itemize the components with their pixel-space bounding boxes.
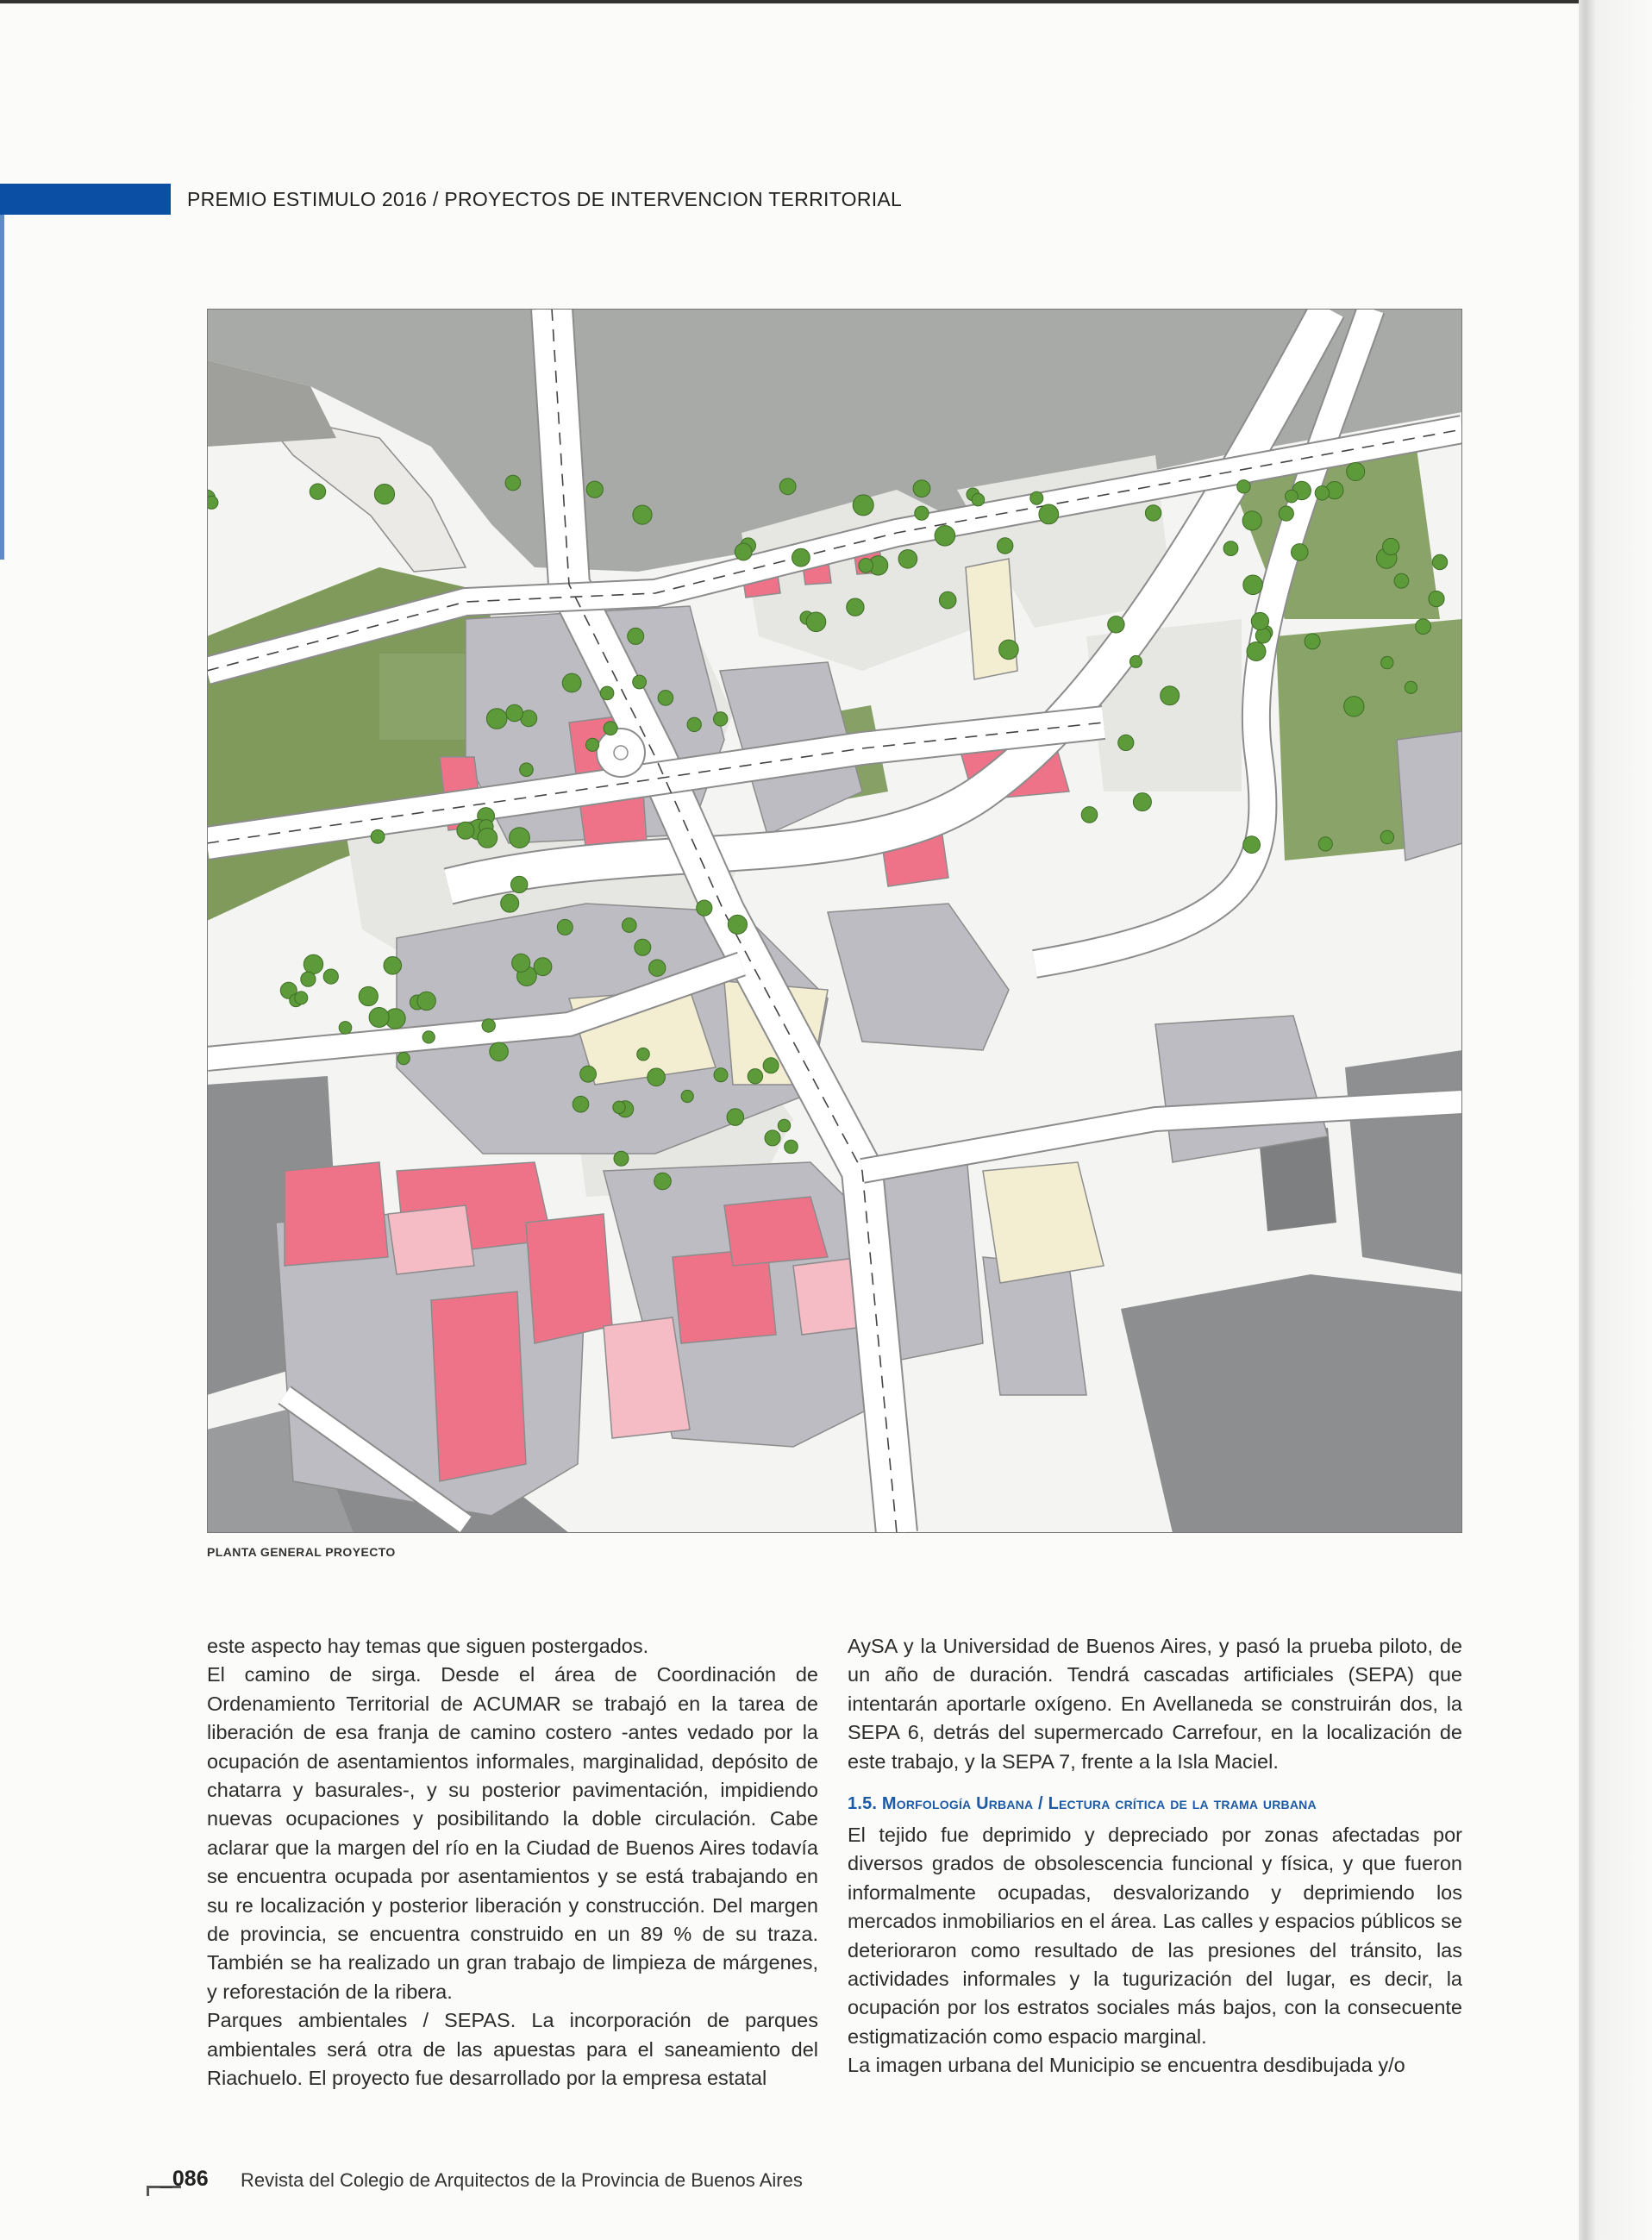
tree <box>1039 504 1059 524</box>
tree <box>1429 591 1444 607</box>
tree <box>714 1068 728 1082</box>
tree <box>562 673 581 692</box>
building-cream-4 <box>966 559 1017 679</box>
site-plan-drawing <box>207 309 1462 1533</box>
tree <box>681 1090 693 1102</box>
tree <box>1381 656 1393 668</box>
tree <box>915 506 929 520</box>
tree <box>1242 511 1261 530</box>
building-block-far-e <box>1397 731 1462 860</box>
tree <box>586 738 599 751</box>
tree <box>422 1031 435 1043</box>
tree <box>1243 575 1263 595</box>
tree <box>633 505 652 524</box>
tree <box>1247 642 1266 661</box>
tree <box>687 717 701 731</box>
paragraph: Parques ambientales / SEPAS. La incorporación de parques ambientales será otra de las apuestas para el saneamiento del Riachuelo. El proyecto fue desarrollado por la empresa estatal <box>207 2009 818 2090</box>
tree <box>557 919 573 935</box>
tree <box>600 686 614 700</box>
page-number: _086 <box>160 2167 209 2191</box>
tree <box>511 876 528 892</box>
tree <box>727 1109 744 1126</box>
tree <box>1243 836 1261 854</box>
page-gutter-shadow <box>1579 0 1652 2240</box>
building-proposed-7 <box>526 1214 612 1343</box>
tree <box>580 1066 597 1082</box>
figure-caption: PLANTA GENERAL PROYECTO <box>207 1545 396 1559</box>
tree <box>490 1042 509 1061</box>
tree <box>1380 830 1393 843</box>
running-header: PREMIO ESTIMULO 2016 / PROYECTOS DE INTERVENCION TERRITORIAL <box>187 188 903 210</box>
tree <box>573 1096 589 1112</box>
tree <box>1394 573 1409 588</box>
tree <box>633 675 647 689</box>
tree <box>913 480 930 497</box>
tree <box>1292 544 1309 561</box>
tree <box>714 712 728 726</box>
tree <box>1279 506 1293 521</box>
tree <box>648 1068 666 1086</box>
tree <box>1030 491 1043 504</box>
tree <box>1251 612 1268 629</box>
tree <box>310 484 325 499</box>
tree <box>369 1008 389 1028</box>
tree <box>482 1019 495 1032</box>
tree <box>785 1140 798 1154</box>
tree <box>1145 505 1161 521</box>
tree <box>397 1053 410 1065</box>
tree <box>1129 655 1142 667</box>
tree <box>505 475 521 491</box>
paragraph: El tejido fue deprimido y depreciado por zonas afectadas por diversos grados de obsolescencia funcional y física, y que fueron informalmente ocupadas, desvalorizando y deprimiendo los mercados inmobiliarios en el área. Las calles y espacios públicos se deterioraron como resultado de las presiones del tránsito, las actividades informales y la tugurización del lugar, es decir, la ocupación por los estratos sociales más bajos, con la consecuente estigmatización como espacio marginal. <box>848 1824 1462 2048</box>
tree <box>1318 837 1332 851</box>
tree <box>506 704 523 722</box>
tree <box>486 709 507 729</box>
tree <box>1081 807 1098 823</box>
text-column-left <box>207 1632 818 2093</box>
tree <box>628 628 644 644</box>
roundabout <box>597 729 645 777</box>
tree <box>1161 686 1180 705</box>
tree <box>1416 619 1431 635</box>
tree <box>303 954 322 973</box>
header-accent-bar <box>0 184 171 215</box>
paragraph: este aspecto hay temas que siguen postergados. <box>207 1635 649 1657</box>
aerial-photo-se <box>1121 1274 1462 1533</box>
tree <box>501 894 519 912</box>
tree <box>1118 735 1134 750</box>
tree <box>1108 616 1124 633</box>
tree <box>658 691 673 706</box>
tree <box>847 598 864 616</box>
tree <box>635 939 651 955</box>
tree <box>735 543 752 560</box>
tree <box>898 550 917 569</box>
tree <box>512 954 530 972</box>
tree <box>654 1173 672 1190</box>
tree <box>207 496 218 509</box>
aerial-photo-e <box>1345 1050 1462 1274</box>
tree <box>586 481 603 497</box>
tree <box>998 538 1013 554</box>
tree <box>1405 681 1417 693</box>
tree <box>520 763 534 777</box>
tree <box>1347 463 1365 481</box>
tree <box>1383 538 1399 554</box>
tree <box>1255 628 1271 643</box>
paragraph: La imagen urbana del Municipio se encuentra desdibujada y/o <box>848 2054 1405 2077</box>
tree <box>1133 793 1151 811</box>
tree <box>323 969 338 984</box>
tree <box>649 960 666 976</box>
tree <box>295 992 308 1004</box>
tree <box>859 559 873 573</box>
tree <box>384 957 402 975</box>
tree <box>1305 634 1320 649</box>
tree <box>778 1119 790 1131</box>
tree <box>765 1130 780 1146</box>
building-pink-1 <box>388 1205 474 1274</box>
text-column-right <box>848 1632 1462 2080</box>
publication-title: Revista del Colegio de Arquitectos de la Provincia de Buenos Aires <box>241 2169 803 2191</box>
tree <box>806 612 826 632</box>
tree <box>1237 480 1250 493</box>
tree <box>1315 486 1329 500</box>
tree <box>301 972 316 986</box>
paragraph: El camino de sirga. Desde el área de Coordinación de Ordenamiento Territorial de ACUMAR se trabajó en la tarea de liberación de esa franja de camino costero -antes vedado por la ocupación de asentamientos informales, marginalidad, depósito de chatarra y basurales-, y su posterior pavimentación, impidiendo nuevas ocupaciones y posibilitando la doble circulación. Cabe aclarar que la margen del río en la Ciudad de Buenos Aires todavía se encuentra ocupada por asentamientos y se está trabajando en su re localización y posterior liberación y construcción. Del margen de provincia, se encuentra construido en un 89 % de su traza. También se ha realizado un gran trabajo de limpieza de márgenes, y reforestación de la ribera. <box>207 1663 818 2003</box>
tree <box>935 526 955 547</box>
tree <box>613 1101 625 1113</box>
tree <box>637 1048 650 1061</box>
tree <box>1432 554 1447 569</box>
building-proposed-5 <box>285 1162 388 1266</box>
tree <box>853 495 873 516</box>
tree <box>371 829 385 843</box>
tree <box>374 485 394 504</box>
footer-rule-tick <box>147 2186 149 2196</box>
building-proposed-8 <box>431 1292 526 1481</box>
tree <box>478 829 497 848</box>
tree <box>1223 541 1238 556</box>
tree <box>604 722 617 735</box>
paragraph: AySA y la Universidad de Buenos Aires, y pasó la prueba piloto, de un año de duración. Tendrá cascadas artificiales (SEPA) que intentarán aportarle oxígeno. En Avellaneda se construirán dos, la SEPA 6, detrás del supermercado Carrefour, en la localización de este trabajo, y la SEPA 7, frente a la Isla Maciel. <box>848 1635 1462 1773</box>
tree <box>999 640 1019 660</box>
tree <box>697 900 712 916</box>
building-proposed-10 <box>724 1197 828 1266</box>
tree <box>339 1022 352 1035</box>
tree <box>510 828 530 848</box>
top-rule <box>0 0 1652 3</box>
tree <box>359 986 378 1005</box>
tree <box>939 591 956 609</box>
tree <box>728 915 747 934</box>
tree <box>748 1069 762 1084</box>
left-edge-accent <box>0 215 4 560</box>
tree <box>417 992 435 1010</box>
tree <box>457 822 474 839</box>
tree <box>779 479 796 495</box>
green-court <box>379 654 466 740</box>
tree <box>1286 490 1298 503</box>
tree <box>972 493 985 506</box>
site-plan-figure <box>207 309 1462 1533</box>
section-heading: 1.5. Morfología Urbana / Lectura crítica de la trama urbana <box>848 1794 1317 1814</box>
tree <box>763 1058 779 1073</box>
tree <box>614 1151 629 1166</box>
tree <box>1344 697 1364 716</box>
tree <box>792 548 810 566</box>
tree <box>623 918 637 933</box>
